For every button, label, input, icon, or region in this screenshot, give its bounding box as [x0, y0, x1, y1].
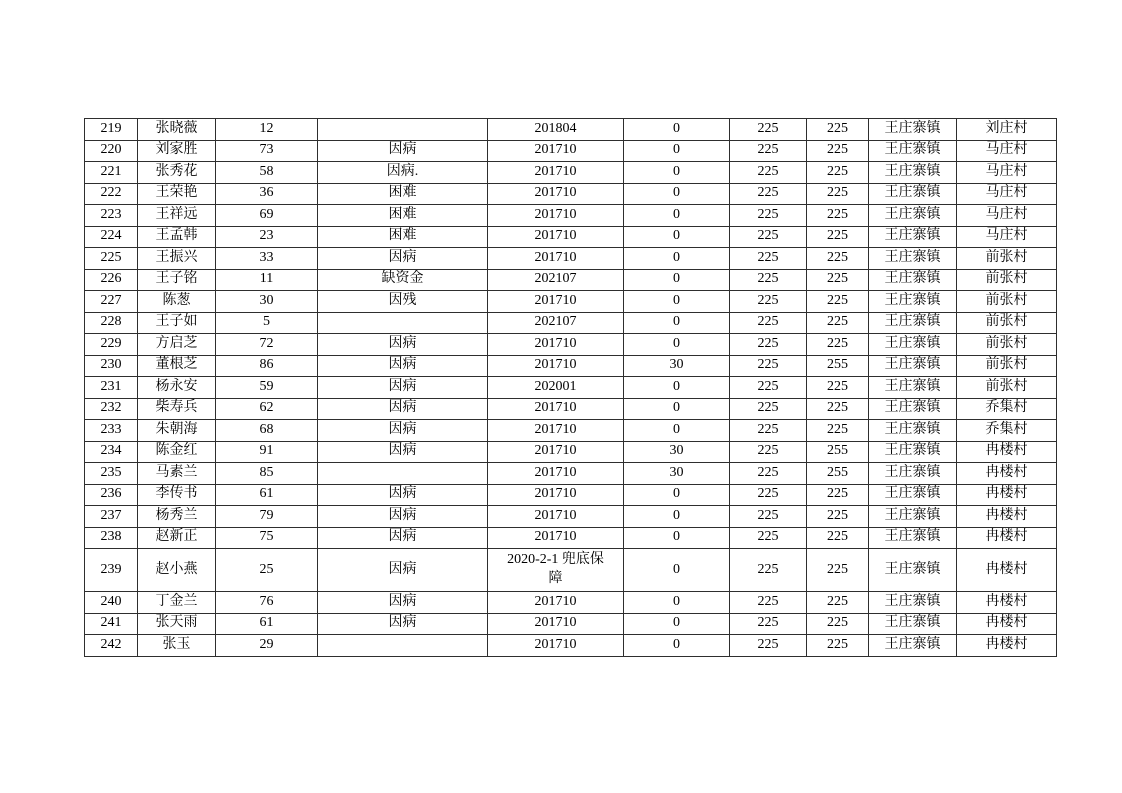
table-cell: 0: [624, 119, 730, 141]
table-row: [85, 248, 1057, 270]
table-cell: 11: [216, 269, 318, 291]
table-cell: 王庄寨镇: [869, 441, 957, 463]
table-cell: 王庄寨镇: [869, 613, 957, 635]
table-cell: 王庄寨镇: [869, 119, 957, 141]
table-cell: 201710: [488, 248, 624, 270]
table-row: [85, 355, 1057, 377]
table-cell: 225: [807, 140, 869, 162]
table-cell: 王振兴: [138, 248, 216, 270]
table-cell: 231: [85, 377, 138, 399]
table-cell: 冉楼村: [957, 441, 1057, 463]
table-cell: 242: [85, 635, 138, 657]
table-cell: 225: [730, 205, 807, 227]
table-cell: 王庄寨镇: [869, 248, 957, 270]
table-row: [85, 441, 1057, 463]
table-row: [85, 205, 1057, 227]
table-cell: 王庄寨镇: [869, 162, 957, 184]
table-cell: 王子如: [138, 312, 216, 334]
table-row: [85, 226, 1057, 248]
table-cell: 255: [807, 463, 869, 485]
table-cell: 冉楼村: [957, 527, 1057, 549]
table-cell: 201804: [488, 119, 624, 141]
table-cell: 因病: [318, 592, 488, 614]
table-cell: 201710: [488, 162, 624, 184]
table-row: [85, 484, 1057, 506]
table-cell: 201710: [488, 355, 624, 377]
table-cell: 58: [216, 162, 318, 184]
table-cell: 225: [807, 506, 869, 528]
table-cell: 王祥远: [138, 205, 216, 227]
table-cell: 0: [624, 592, 730, 614]
table-cell: 马庄村: [957, 183, 1057, 205]
table-cell: 30: [624, 441, 730, 463]
table-row: [85, 291, 1057, 313]
table-row: [85, 527, 1057, 549]
table-cell: 227: [85, 291, 138, 313]
table-cell: 225: [730, 549, 807, 592]
table-cell: 236: [85, 484, 138, 506]
table-cell: 困难: [318, 226, 488, 248]
table-cell: 王荣艳: [138, 183, 216, 205]
table-cell: 225: [730, 592, 807, 614]
table-cell: 0: [624, 527, 730, 549]
table-cell: 29: [216, 635, 318, 657]
table-cell: 234: [85, 441, 138, 463]
table-cell: 61: [216, 613, 318, 635]
table-cell: 240: [85, 592, 138, 614]
table-cell: 赵小燕: [138, 549, 216, 592]
table-row: [85, 463, 1057, 485]
table-cell: 225: [730, 613, 807, 635]
table-cell: 因病: [318, 549, 488, 592]
table-cell: 201710: [488, 506, 624, 528]
table-cell: 张晓薇: [138, 119, 216, 141]
table-cell: 225: [730, 527, 807, 549]
table-cell: 59: [216, 377, 318, 399]
table-cell: 85: [216, 463, 318, 485]
table-cell: 61: [216, 484, 318, 506]
table-cell: 230: [85, 355, 138, 377]
table-cell: 222: [85, 183, 138, 205]
table-cell: 朱朝海: [138, 420, 216, 442]
table-cell: 0: [624, 420, 730, 442]
table-cell: 杨永安: [138, 377, 216, 399]
table-cell: 237: [85, 506, 138, 528]
table-cell: 225: [730, 420, 807, 442]
benefit-table: [84, 118, 1057, 657]
table-cell: 丁金兰: [138, 592, 216, 614]
table-cell: 226: [85, 269, 138, 291]
table-cell: 229: [85, 334, 138, 356]
table-cell: 刘家胜: [138, 140, 216, 162]
table-cell: 前张村: [957, 355, 1057, 377]
table-cell: 225: [807, 334, 869, 356]
table-cell: 225: [807, 484, 869, 506]
table-cell: 冉楼村: [957, 506, 1057, 528]
table-cell: 76: [216, 592, 318, 614]
table-cell: 75: [216, 527, 318, 549]
table-cell: 马庄村: [957, 205, 1057, 227]
table-cell: 69: [216, 205, 318, 227]
table-cell: 225: [807, 527, 869, 549]
table-cell: 王庄寨镇: [869, 398, 957, 420]
table-cell: 201710: [488, 463, 624, 485]
table-cell: 255: [807, 355, 869, 377]
table-cell: 柴寿兵: [138, 398, 216, 420]
table-cell: 0: [624, 226, 730, 248]
table-cell: 0: [624, 140, 730, 162]
table-cell: 225: [730, 463, 807, 485]
table-cell: 225: [807, 205, 869, 227]
table-cell: 201710: [488, 613, 624, 635]
table-cell: 冉楼村: [957, 463, 1057, 485]
table-body: [85, 119, 1057, 657]
table-cell: 王庄寨镇: [869, 527, 957, 549]
table-cell: 225: [730, 183, 807, 205]
table-cell: 王子铭: [138, 269, 216, 291]
table-cell: 235: [85, 463, 138, 485]
table-cell: 马庄村: [957, 162, 1057, 184]
table-row: [85, 119, 1057, 141]
table-cell: 23: [216, 226, 318, 248]
table-cell: 张玉: [138, 635, 216, 657]
table-cell: 王庄寨镇: [869, 420, 957, 442]
table-row: [85, 420, 1057, 442]
table-cell: 79: [216, 506, 318, 528]
table-cell: 前张村: [957, 248, 1057, 270]
table-cell: 225: [807, 549, 869, 592]
table-cell: 225: [730, 334, 807, 356]
table-cell: 33: [216, 248, 318, 270]
table-cell: 225: [730, 248, 807, 270]
table-cell: 201710: [488, 527, 624, 549]
table-cell: 赵新正: [138, 527, 216, 549]
table-cell: 王庄寨镇: [869, 484, 957, 506]
table-cell: 前张村: [957, 377, 1057, 399]
table-cell: 221: [85, 162, 138, 184]
table-cell: 董根芝: [138, 355, 216, 377]
table-cell: 201710: [488, 226, 624, 248]
table-cell: 王庄寨镇: [869, 269, 957, 291]
table-row: [85, 269, 1057, 291]
table-cell: 王庄寨镇: [869, 140, 957, 162]
table-cell: 225: [807, 420, 869, 442]
table-cell: 0: [624, 377, 730, 399]
table-cell: 30: [624, 355, 730, 377]
table-cell: 前张村: [957, 334, 1057, 356]
table-cell: 225: [807, 248, 869, 270]
table-cell: 201710: [488, 291, 624, 313]
table-cell: 225: [730, 291, 807, 313]
table-cell: 陈葱: [138, 291, 216, 313]
table-cell: 王庄寨镇: [869, 549, 957, 592]
table-cell: 缺资金: [318, 269, 488, 291]
table-cell: 202107: [488, 269, 624, 291]
table-cell: 36: [216, 183, 318, 205]
table-cell: 前张村: [957, 291, 1057, 313]
table-cell: 0: [624, 162, 730, 184]
table-cell: 因病: [318, 506, 488, 528]
table-cell: 30: [216, 291, 318, 313]
table-cell: 张天雨: [138, 613, 216, 635]
table-cell: 方启芝: [138, 334, 216, 356]
table-cell: 219: [85, 119, 138, 141]
table-row: [85, 549, 1057, 592]
table-cell: 王庄寨镇: [869, 592, 957, 614]
table-cell: 因病.: [318, 162, 488, 184]
table-cell: 乔集村: [957, 420, 1057, 442]
table-cell: 225: [807, 183, 869, 205]
table-cell: 232: [85, 398, 138, 420]
table-cell: 201710: [488, 441, 624, 463]
table-cell: 张秀花: [138, 162, 216, 184]
table-cell: 0: [624, 484, 730, 506]
table-cell: 王庄寨镇: [869, 183, 957, 205]
table-cell: 225: [807, 377, 869, 399]
table-cell: 91: [216, 441, 318, 463]
table-cell: 225: [730, 226, 807, 248]
table-cell: 王庄寨镇: [869, 205, 957, 227]
table-cell: 王庄寨镇: [869, 334, 957, 356]
table-cell: 225: [730, 441, 807, 463]
table-row: [85, 398, 1057, 420]
table-row: [85, 334, 1057, 356]
table-cell: 5: [216, 312, 318, 334]
table-cell: 68: [216, 420, 318, 442]
table-cell: 225: [807, 162, 869, 184]
table-cell: 马庄村: [957, 140, 1057, 162]
table-cell: [318, 463, 488, 485]
table-cell: 225: [730, 355, 807, 377]
table-cell: 201710: [488, 484, 624, 506]
table-cell: 73: [216, 140, 318, 162]
table-cell: 王庄寨镇: [869, 312, 957, 334]
table-cell: 王庄寨镇: [869, 291, 957, 313]
table-cell: 马庄村: [957, 226, 1057, 248]
table-row: [85, 312, 1057, 334]
table-cell: 201710: [488, 140, 624, 162]
table-cell: 202107: [488, 312, 624, 334]
table-cell: 225: [807, 119, 869, 141]
table-cell: 225: [730, 398, 807, 420]
table-cell: 224: [85, 226, 138, 248]
table-cell: 225: [807, 269, 869, 291]
table-cell: 202001: [488, 377, 624, 399]
table-cell: 225: [730, 312, 807, 334]
table-cell: 0: [624, 506, 730, 528]
table-cell: 因残: [318, 291, 488, 313]
table-cell: 2020-2-1 兜底保障: [488, 549, 624, 592]
table-cell: 225: [85, 248, 138, 270]
table-cell: 因病: [318, 420, 488, 442]
table-cell: 225: [730, 506, 807, 528]
table-cell: 王孟韩: [138, 226, 216, 248]
table-cell: 马素兰: [138, 463, 216, 485]
table-cell: 225: [807, 592, 869, 614]
table-cell: 0: [624, 398, 730, 420]
table-row: [85, 613, 1057, 635]
table-cell: 201710: [488, 334, 624, 356]
table-cell: 王庄寨镇: [869, 506, 957, 528]
table-row: [85, 592, 1057, 614]
table-cell: 前张村: [957, 312, 1057, 334]
table-cell: 因病: [318, 248, 488, 270]
table-cell: 225: [730, 269, 807, 291]
table-cell: 因病: [318, 334, 488, 356]
table-cell: 225: [807, 398, 869, 420]
table-cell: 0: [624, 291, 730, 313]
table-cell: 225: [807, 312, 869, 334]
table-cell: [318, 635, 488, 657]
table-cell: 62: [216, 398, 318, 420]
table-cell: 225: [730, 162, 807, 184]
table-cell: 201710: [488, 635, 624, 657]
table-cell: 255: [807, 441, 869, 463]
table-cell: 因病: [318, 613, 488, 635]
table-cell: 225: [807, 226, 869, 248]
table-cell: 86: [216, 355, 318, 377]
table-row: [85, 140, 1057, 162]
table-cell: 王庄寨镇: [869, 377, 957, 399]
table-cell: 25: [216, 549, 318, 592]
table-cell: 困难: [318, 183, 488, 205]
table-cell: 因病: [318, 140, 488, 162]
table-cell: 冉楼村: [957, 635, 1057, 657]
table-cell: [318, 312, 488, 334]
table-cell: 225: [730, 140, 807, 162]
table-cell: 王庄寨镇: [869, 355, 957, 377]
table-cell: 225: [807, 613, 869, 635]
table-row: [85, 183, 1057, 205]
table-cell: 239: [85, 549, 138, 592]
table-cell: 李传书: [138, 484, 216, 506]
table-row: [85, 162, 1057, 184]
table-cell: 杨秀兰: [138, 506, 216, 528]
table-cell: 225: [730, 377, 807, 399]
table-cell: 因病: [318, 398, 488, 420]
table-cell: 王庄寨镇: [869, 463, 957, 485]
table-cell: 0: [624, 312, 730, 334]
table-cell: 因病: [318, 355, 488, 377]
table-cell: 刘庄村: [957, 119, 1057, 141]
table-cell: 12: [216, 119, 318, 141]
table-row: [85, 506, 1057, 528]
table-cell: 201710: [488, 398, 624, 420]
table-cell: 冉楼村: [957, 613, 1057, 635]
table-cell: 因病: [318, 484, 488, 506]
table-cell: 238: [85, 527, 138, 549]
table-cell: 因病: [318, 377, 488, 399]
table-cell: 228: [85, 312, 138, 334]
table-cell: 0: [624, 334, 730, 356]
table-cell: 30: [624, 463, 730, 485]
table-cell: 225: [807, 635, 869, 657]
table-cell: 因病: [318, 441, 488, 463]
table-cell: 225: [730, 635, 807, 657]
table-cell: 0: [624, 635, 730, 657]
table-cell: 0: [624, 613, 730, 635]
table-cell: 0: [624, 269, 730, 291]
table-cell: 因病: [318, 527, 488, 549]
table-cell: 0: [624, 205, 730, 227]
table-cell: 0: [624, 183, 730, 205]
table-cell: 241: [85, 613, 138, 635]
table-cell: 233: [85, 420, 138, 442]
table-container: [84, 118, 1057, 657]
table-cell: 0: [624, 549, 730, 592]
table-cell: 223: [85, 205, 138, 227]
table-cell: 冉楼村: [957, 484, 1057, 506]
table-cell: 201710: [488, 420, 624, 442]
table-cell: 冉楼村: [957, 592, 1057, 614]
table-row: [85, 635, 1057, 657]
table-cell: 前张村: [957, 269, 1057, 291]
table-row: [85, 377, 1057, 399]
table-cell: 72: [216, 334, 318, 356]
table-cell: 220: [85, 140, 138, 162]
table-cell: 225: [730, 484, 807, 506]
table-cell: 201710: [488, 592, 624, 614]
table-cell: [318, 119, 488, 141]
table-cell: 王庄寨镇: [869, 226, 957, 248]
table-cell: 陈金红: [138, 441, 216, 463]
table-cell: 201710: [488, 183, 624, 205]
table-cell: 困难: [318, 205, 488, 227]
table-cell: 王庄寨镇: [869, 635, 957, 657]
table-cell: 乔集村: [957, 398, 1057, 420]
table-cell: 201710: [488, 205, 624, 227]
table-cell: 冉楼村: [957, 549, 1057, 592]
table-cell: 225: [730, 119, 807, 141]
table-cell: 225: [807, 291, 869, 313]
table-cell: 0: [624, 248, 730, 270]
